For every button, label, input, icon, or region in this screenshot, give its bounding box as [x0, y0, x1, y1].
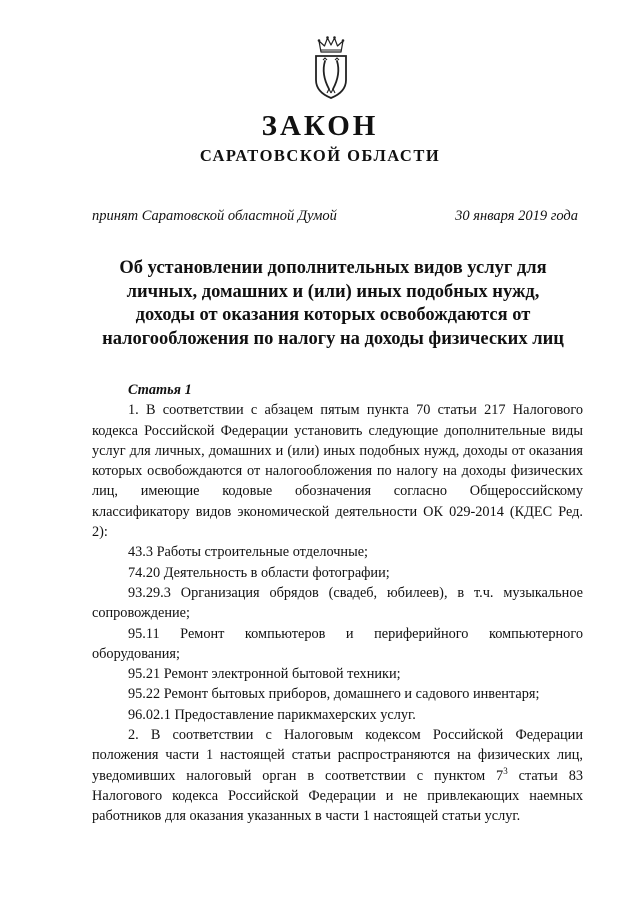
saratov-coat-of-arms-emblem [312, 34, 350, 100]
adoption-date: 30 января 2019 года [455, 208, 578, 224]
part-2-text-start: 2. В соответствии с Налоговым кодексом Российской Федерации положения части 1 настоящей статьи распространяются на физических лиц, уведомивших налоговый орган в соответствии с пунктом 7 [92, 727, 583, 784]
article-part-1: 1. В соответствии с абзацем пятым пункта 70 статьи 217 Налогового кодекса Российской Федерации установить следующие дополнительные виды услуг для личных, домашних и (или) иных подобных нужд, доходы от оказания которых освобождаются от налогообложения по налогу на доходы физических лиц, имеющие кодовые обозначения согласно Общероссийскому классификатору видов экономической деятельности ОК 029-2014 (КДЕС Ред. 2): [92, 402, 583, 541]
document-body [92, 380, 583, 827]
law-title: ЗАКОН [261, 110, 379, 142]
title-line: Об установлении дополнительных видов услуг для [119, 258, 547, 278]
okved-code-item: 96.02.1 Предоставление парикмахерских услуг. [128, 706, 416, 723]
article-part-2 [92, 725, 583, 826]
title-line: доходы от оказания которых освобождаются от [135, 305, 531, 325]
article-heading: Статья 1 [128, 382, 192, 398]
region-subtitle: САРАТОВСКОЙ ОБЛАСТИ [199, 146, 441, 165]
okved-code-item: 95.22 Ремонт бытовых приборов, домашнего и садового инвентаря; [128, 686, 540, 703]
title-line: личных, домашних и (или) иных подобных нужд, [126, 281, 540, 302]
part-2-text-end: статьи 83 Налогового кодекса Российской Федерации и не привлекающих наемных работников для оказания указанных в части 1 настоящей статьи услуг. [92, 767, 583, 825]
okved-code-item: 74.20 Деятельность в области фотографии; [128, 564, 390, 581]
part-2-superscript: 3 [503, 765, 508, 776]
document-title [85, 257, 581, 351]
okved-code-item: 43.3 Работы строительные отделочные; [128, 544, 369, 561]
adoption-body: принят Саратовской областной Думой [92, 208, 337, 224]
okved-code-item: 95.21 Ремонт электронной бытовой техники; [128, 666, 401, 683]
title-line: налогообложения по налогу на доходы физических лиц [102, 328, 564, 349]
okved-code-item: 93.29.3 Организация обрядов (свадеб, юбилеев), в т.ч. музыкальное сопровождение; [92, 584, 583, 622]
okved-code-item: 95.11 Ремонт компьютеров и периферийного компьютерного оборудования; [92, 625, 583, 662]
